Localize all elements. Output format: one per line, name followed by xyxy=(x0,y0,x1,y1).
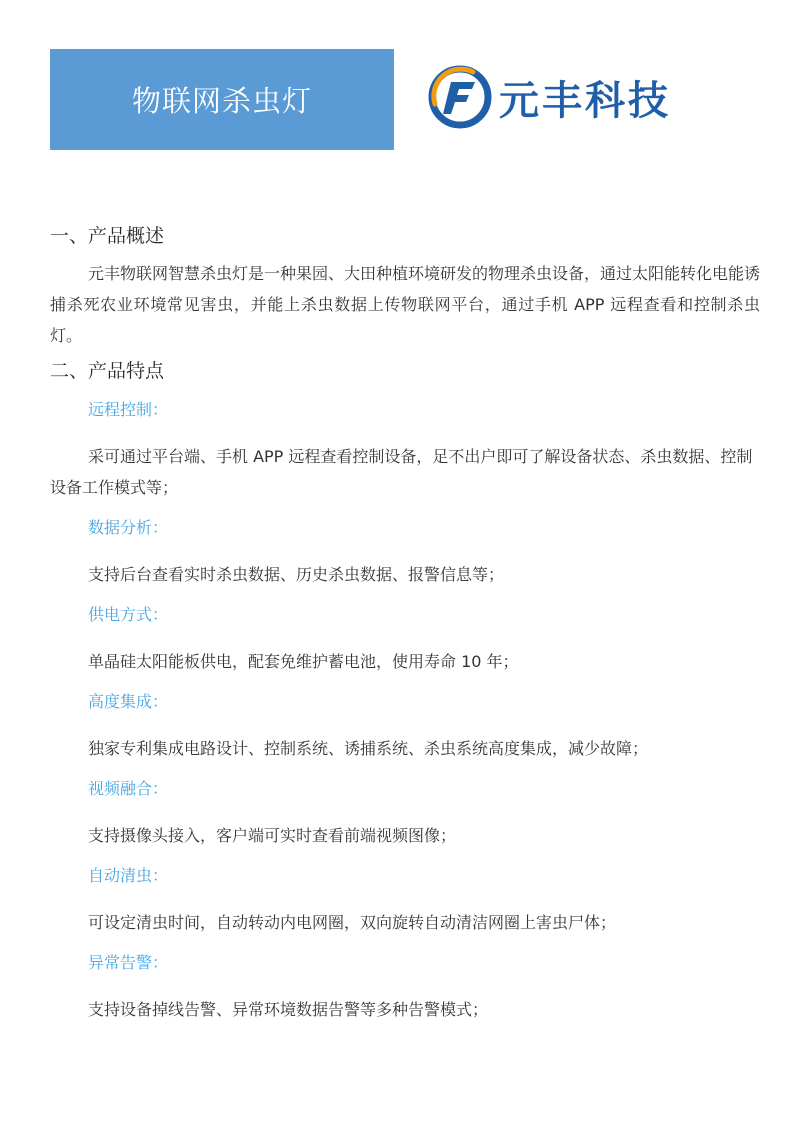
feature-title: 自动清虫： xyxy=(88,866,169,885)
feature-item xyxy=(50,600,760,677)
feature-item xyxy=(50,861,760,938)
document-body xyxy=(50,218,760,1035)
feature-desc: 可设定清虫时间，自动转动内电网圈，双向旋转自动清洁网圈上害虫尸体； xyxy=(88,913,617,932)
feature-title: 远程控制： xyxy=(88,400,169,419)
feature-desc: 单晶硅太阳能板供电，配套免维护蓄电池，使用寿命 10 年； xyxy=(88,652,519,671)
features-heading: 二、产品特点 xyxy=(50,360,165,382)
yuanfeng-f-logo-icon xyxy=(425,64,495,130)
feature-desc: 支持设备掉线告警、异常环境数据告警等多种告警模式； xyxy=(88,1000,489,1019)
company-logo xyxy=(425,64,671,130)
feature-desc: 采可通过平台端、手机 APP 远程查看控制设备，足不出户即可了解设备状态、杀虫数据、控制设备工作模式等； xyxy=(50,447,753,497)
feature-item xyxy=(50,513,760,590)
feature-title: 供电方式： xyxy=(88,605,169,624)
title-banner xyxy=(50,49,394,150)
feature-item xyxy=(50,395,760,503)
page-title: 物联网杀虫灯 xyxy=(131,84,312,118)
feature-title: 异常告警： xyxy=(88,953,169,972)
overview-text: 元丰物联网智慧杀虫灯是一种果园、大田种植环境研发的物理杀虫设备，通过太阳能转化电能诱捕杀死农业环境常见害虫，并能上杀虫数据上传物联网平台，通过手机 APP 远程查看和控制杀虫灯。 xyxy=(50,264,761,345)
logo-text: 元丰科技 xyxy=(499,77,671,124)
feature-item xyxy=(50,774,760,851)
feature-title: 数据分析： xyxy=(88,518,169,537)
feature-desc: 支持摄像头接入，客户端可实时查看前端视频图像； xyxy=(88,826,457,845)
feature-title: 视频融合： xyxy=(88,779,169,798)
feature-desc: 支持后台查看实时杀虫数据、历史杀虫数据、报警信息等； xyxy=(88,565,505,584)
feature-item xyxy=(50,687,760,764)
feature-item xyxy=(50,948,760,1025)
feature-title: 高度集成： xyxy=(88,692,169,711)
feature-desc: 独家专利集成电路设计、控制系统、诱捕系统、杀虫系统高度集成，减少故障； xyxy=(88,739,649,758)
overview-heading: 一、产品概述 xyxy=(50,225,165,247)
